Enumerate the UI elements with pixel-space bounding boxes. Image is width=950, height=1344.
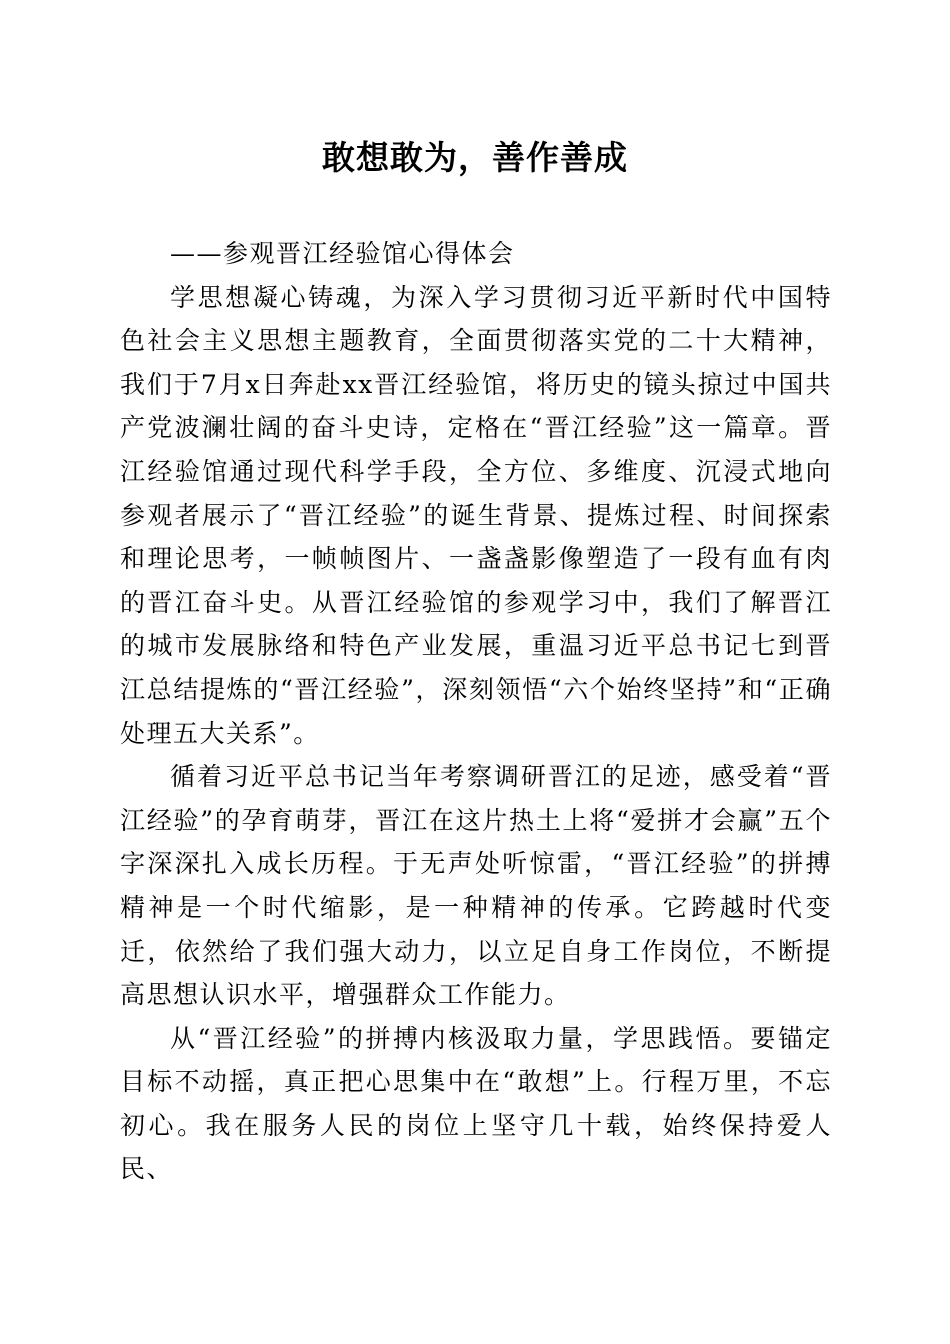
paragraph: 循着习近平总书记当年考察调研晋江的足迹，感受着“晋江经验”的孕育萌芽，晋江在这片热土上将“爱拼才会赢”五个字深深扎入成长历程。于无声处听惊雷，“晋江经验”的拼搏精神是一个时代缩影，是一种精神的传承。它跨越时代变迁，依然给了我们强大动力，以立足自身工作岗位，不断提高思想认识水平，增强群众工作能力。: [120, 762, 832, 1010]
document-body: [120, 232, 832, 1191]
subtitle: ——参观晋江经验馆心得体会: [170, 239, 515, 268]
paragraph: 从“晋江经验”的拼搏内核汲取力量，学思践悟。要锚定目标不动摇，真正把心思集中在“敢想”上。行程万里，不忘初心。我在服务人民的岗位上坚守几十载，始终保持爱人民、: [120, 1023, 832, 1184]
paragraph: 学思想凝心铸魂，为深入学习贯彻习近平新时代中国特色社会主义思想主题教育，全面贯彻落实党的二十大精神，我们于7月x日奔赴xx晋江经验馆，将历史的镜头掠过中国共产党波澜壮阔的奋斗史诗，定格在“晋江经验”这一篇章。晋江经验馆通过现代科学手段，全方位、多维度、沉浸式地向参观者展示了“晋江经验”的诞生背景、提炼过程、时间探索和理论思考，一帧帧图片、一盏盏影像塑造了一段有血有肉的晋江奋斗史。从晋江经验馆的参观学习中，我们了解晋江的城市发展脉络和特色产业发展，重温习近平总书记七到晋江总结提炼的“晋江经验”，深刻领悟“六个始终坚持”和“正确处理五大关系”。: [120, 282, 832, 748]
document-title: 敢想敢为，善作善成: [322, 138, 628, 177]
